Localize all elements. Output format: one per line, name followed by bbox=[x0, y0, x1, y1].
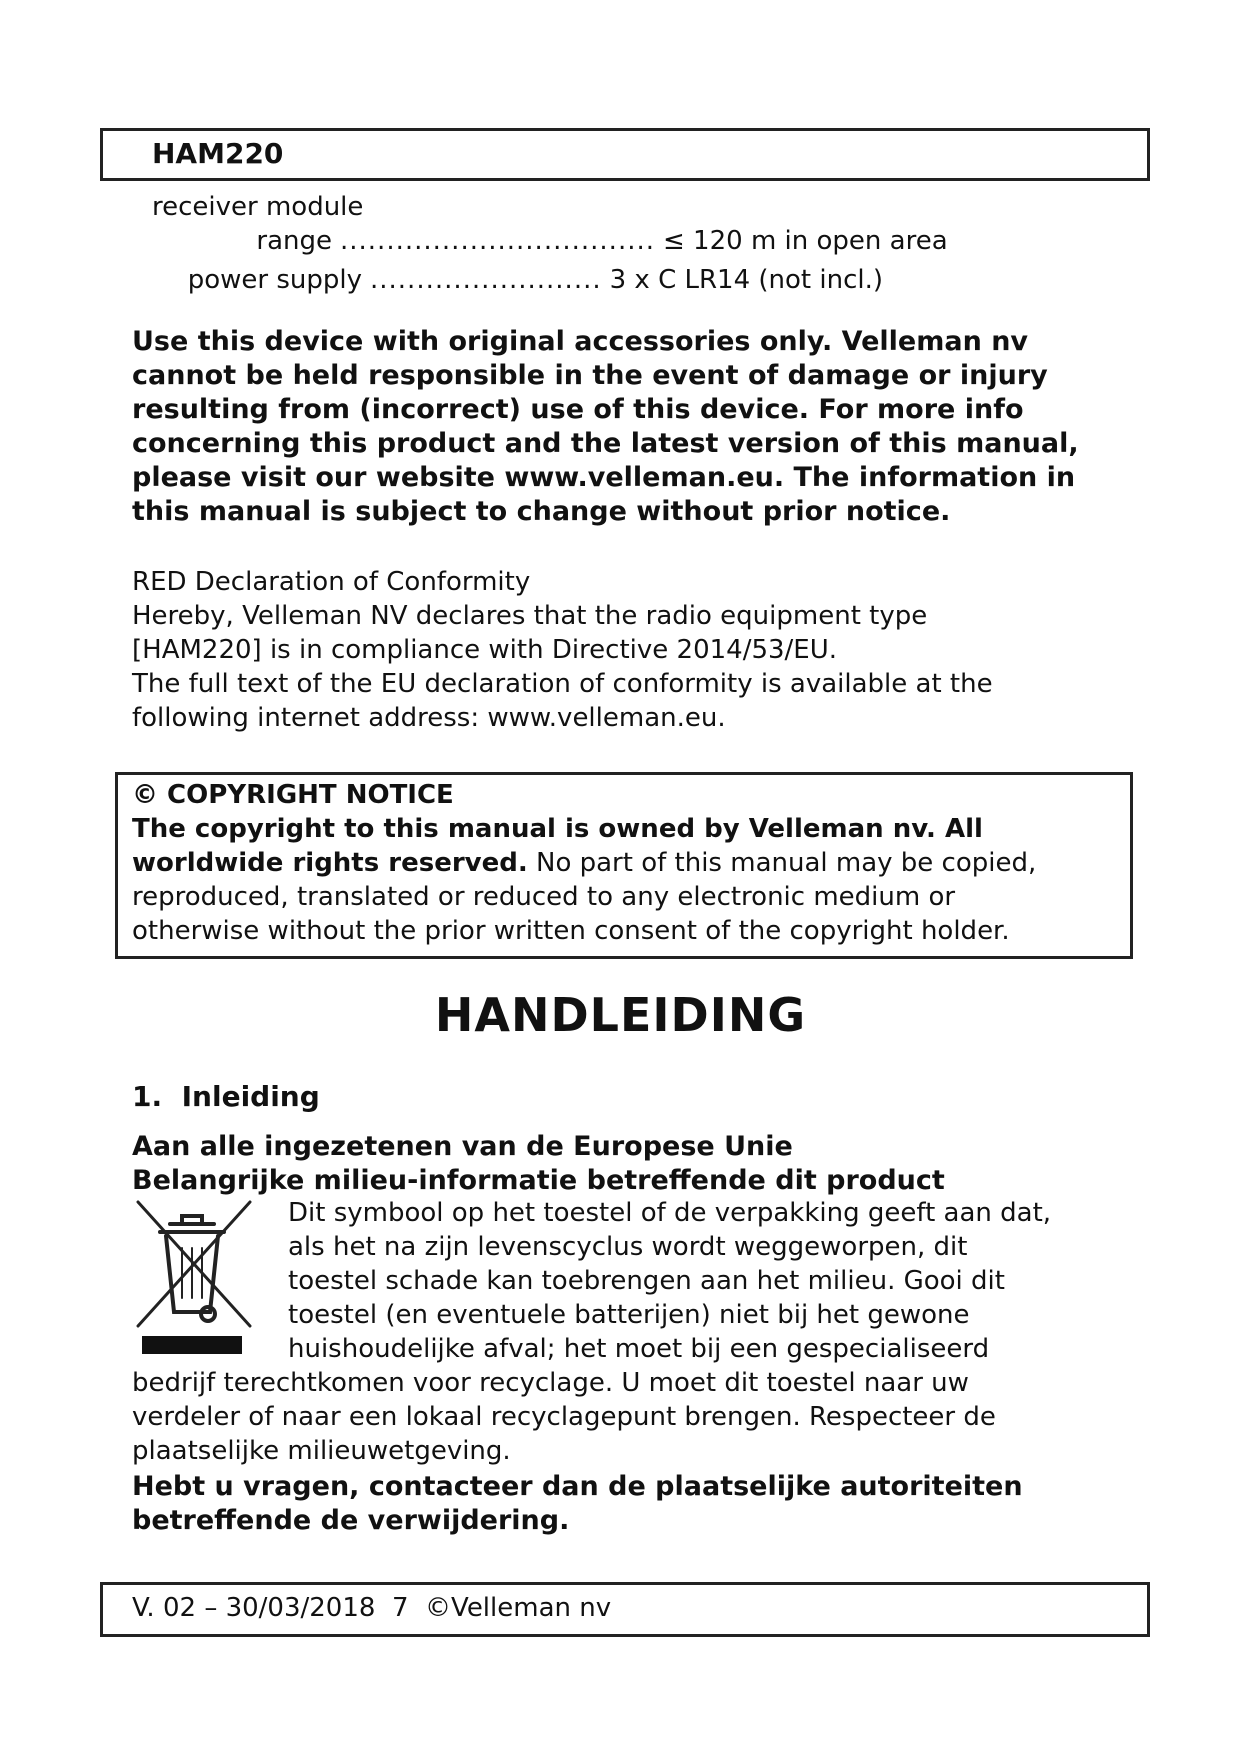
warning-line: cannot be held responsible in the event of damage or injury bbox=[132, 360, 1048, 391]
eu-notice-line: Belangrijke milieu-informatie betreffende dit product bbox=[132, 1165, 945, 1196]
weee-line: bedrijf terechtkomen voor recyclage. U moet dit toestel naar uw bbox=[132, 1368, 969, 1398]
footer bbox=[132, 1592, 611, 1624]
manual-title: HANDLEIDING bbox=[434, 988, 807, 1042]
copyright-line bbox=[132, 846, 1122, 880]
warning-line: please visit our website www.velleman.eu. The information in bbox=[132, 462, 1076, 493]
copyright-line: reproduced, translated or reduced to any electronic medium or bbox=[132, 882, 956, 912]
copyright-bold-text: worldwide rights reserved. bbox=[132, 848, 528, 878]
copyright-normal-text: No part of this manual may be copied, bbox=[527, 848, 1037, 878]
section-heading bbox=[132, 1080, 320, 1113]
copyright-line: otherwise without the prior written consent of the copyright holder. bbox=[132, 916, 1010, 946]
footer-owner: ©Velleman nv bbox=[425, 1593, 612, 1623]
red-declaration-line: [HAM220] is in compliance with Directive 2014/53/EU. bbox=[132, 635, 838, 665]
warning-line: Use this device with original accessories only. Velleman nv bbox=[132, 326, 1029, 357]
red-declaration-line: Hereby, Velleman NV declares that the radio equipment type bbox=[132, 601, 928, 631]
contact-notice-line: Hebt u vragen, contacteer dan de plaatselijke autoriteiten bbox=[132, 1471, 1023, 1502]
spec-value: ≤ 120 m in open area bbox=[663, 226, 948, 256]
weee-line: huishoudelijke afval; het moet bij een gespecialiseerd bbox=[288, 1334, 990, 1364]
warning-line: this manual is subject to change without prior notice. bbox=[132, 496, 951, 527]
eu-notice bbox=[132, 1130, 1122, 1198]
spec-heading: receiver module bbox=[152, 192, 364, 222]
weee-line: toestel schade kan toebrengen aan het milieu. Gooi dit bbox=[288, 1266, 1005, 1296]
spec-label: power supply bbox=[187, 265, 362, 295]
warning-paragraph bbox=[132, 325, 1122, 529]
spec-leader: ......................... bbox=[370, 265, 602, 295]
footer-version: V. 02 – 30/03/2018 bbox=[132, 1593, 376, 1623]
model-title: HAM220 bbox=[152, 137, 284, 170]
copyright-line: The copyright to this manual is owned by Velleman nv. All bbox=[132, 814, 983, 844]
contact-notice-line: betreffende de verwijdering. bbox=[132, 1505, 570, 1536]
weee-paragraph-continued bbox=[132, 1366, 996, 1468]
copyright-title: © COPYRIGHT NOTICE bbox=[132, 780, 454, 810]
spec-leader: .................................. bbox=[340, 226, 655, 256]
warning-line: resulting from (incorrect) use of this device. For more info bbox=[132, 394, 1024, 425]
eu-notice-line: Aan alle ingezetenen van de Europese Unie bbox=[132, 1131, 793, 1162]
red-declaration bbox=[132, 565, 1122, 735]
crossed-out-wheelie-bin-icon bbox=[130, 1196, 258, 1356]
weee-line: toestel (en eventuele batterijen) niet bij het gewone bbox=[288, 1300, 970, 1330]
weee-line: verdeler of naar een lokaal recyclagepunt brengen. Respecteer de bbox=[132, 1402, 996, 1432]
red-declaration-title: RED Declaration of Conformity bbox=[132, 567, 531, 597]
warning-line: concerning this product and the latest version of this manual, bbox=[132, 428, 1079, 459]
weee-line: Dit symbool op het toestel of de verpakking geeft aan dat, bbox=[288, 1198, 1052, 1228]
spec-row-range bbox=[132, 226, 948, 256]
weee-line: als het na zijn levenscyclus wordt weggeworpen, dit bbox=[288, 1232, 968, 1262]
red-declaration-line: The full text of the EU declaration of conformity is available at the bbox=[132, 669, 993, 699]
copyright-notice bbox=[132, 778, 1122, 948]
red-declaration-line: following internet address: www.velleman.eu. bbox=[132, 703, 726, 733]
spec-label: range bbox=[256, 226, 332, 256]
section-title: Inleiding bbox=[181, 1080, 320, 1113]
spec-value: 3 x C LR14 (not incl.) bbox=[609, 265, 884, 295]
weee-line: plaatselijke milieuwetgeving. bbox=[132, 1436, 511, 1466]
contact-notice bbox=[132, 1470, 1023, 1538]
section-number: 1. bbox=[132, 1080, 163, 1113]
spec-row-power-supply bbox=[132, 265, 883, 295]
weee-paragraph bbox=[288, 1196, 1051, 1366]
footer-page-number: 7 bbox=[391, 1593, 409, 1623]
